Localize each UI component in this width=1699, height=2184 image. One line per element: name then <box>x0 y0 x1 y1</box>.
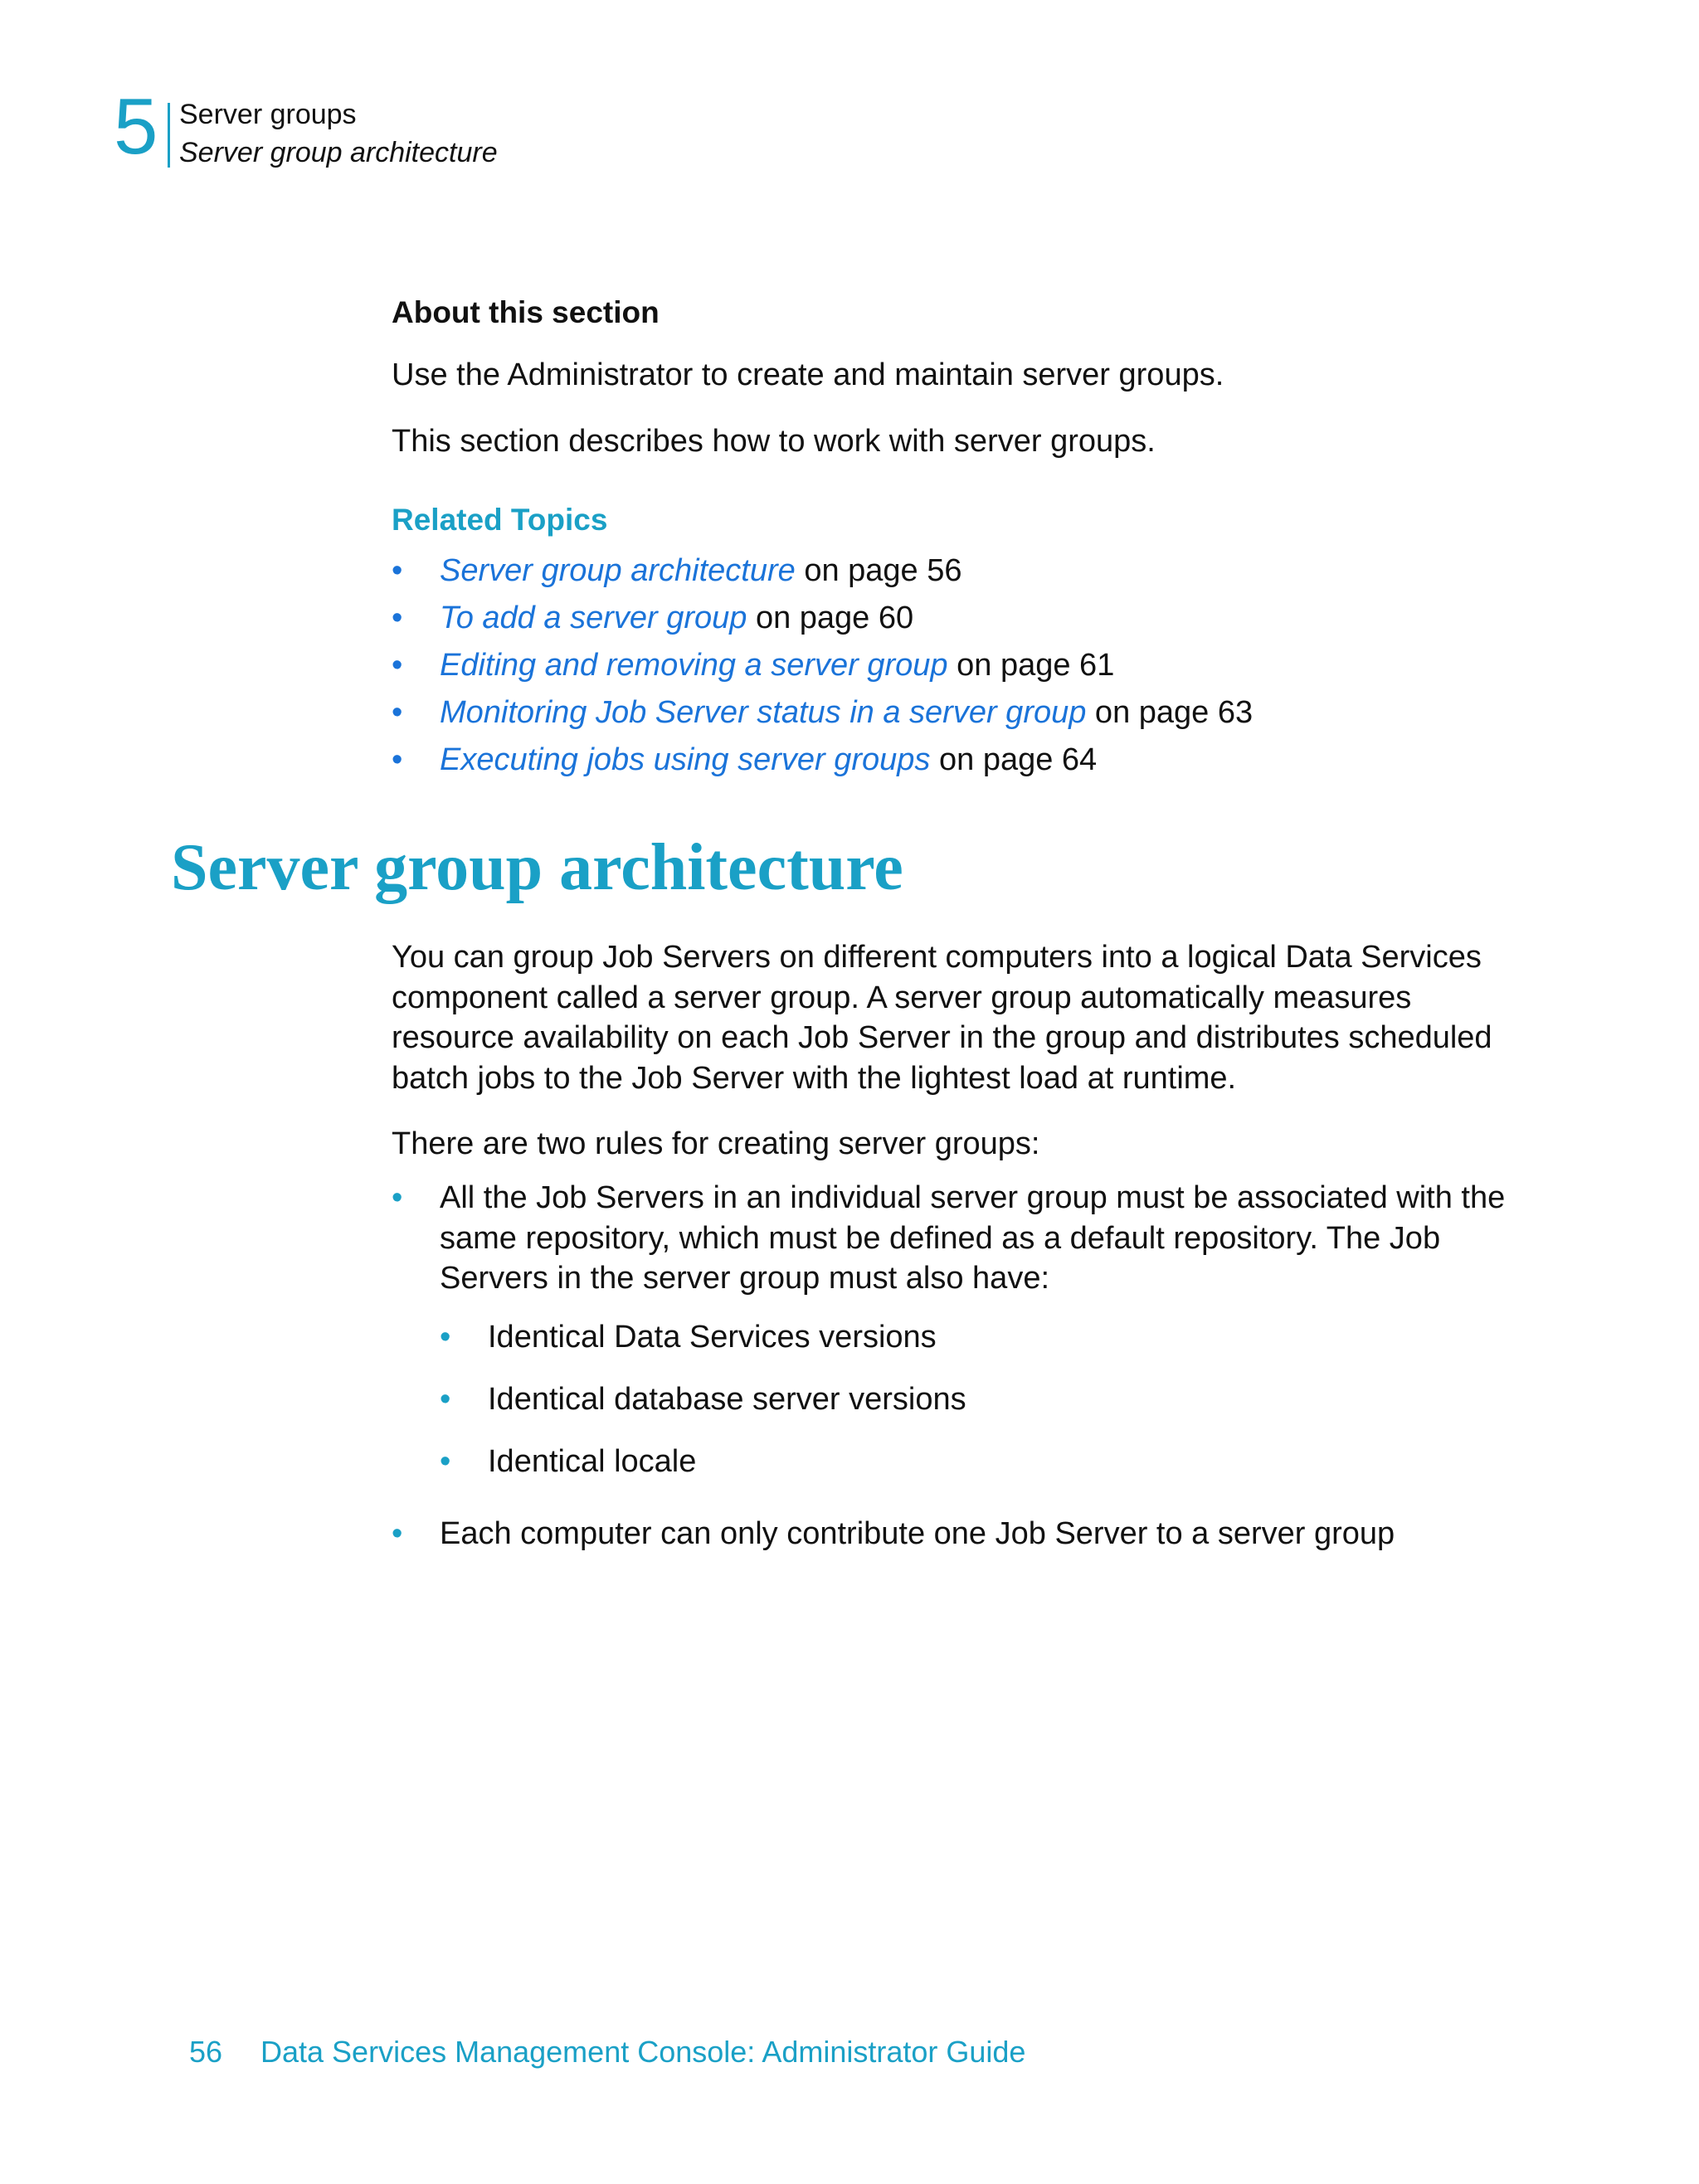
rules-intro: There are two rules for creating server groups: <box>392 1126 1040 1161</box>
rule-item-1 <box>392 1178 1518 1299</box>
related-topic-link[interactable]: Editing and removing a server group <box>440 648 948 683</box>
chapter-number: 5 <box>114 82 158 171</box>
sub-item-text: Identical Data Services versions <box>488 1320 937 1355</box>
footer-book-title: Data Services Management Console: Administrator Guide <box>260 2035 1026 2069</box>
related-topic-item <box>392 737 1253 784</box>
bullet-icon: • <box>440 1320 451 1355</box>
sub-item <box>440 1442 697 1482</box>
about-title: About this section <box>392 295 660 329</box>
rule-item-2 <box>392 1514 1518 1554</box>
related-topic-page-ref: on page 63 <box>1086 695 1254 730</box>
sub-item <box>440 1379 966 1420</box>
rule-text: All the Job Servers in an individual server group must be associated with the same repository, which must be defined as a default repository. The Job Servers in the server group must also have: <box>440 1180 1506 1296</box>
bullet-icon: • <box>440 1382 451 1417</box>
related-topic-item <box>392 595 1253 642</box>
bullet-icon: • <box>392 553 403 588</box>
about-line-1: Use the Administrator to create and maintain server groups. <box>392 358 1224 392</box>
bullet-icon: • <box>392 742 403 777</box>
related-topic-page-ref: on page 56 <box>795 553 962 588</box>
related-topics-title: Related Topics <box>392 503 608 537</box>
bullet-icon: • <box>392 695 403 730</box>
related-topic-link[interactable]: Executing jobs using server groups <box>440 742 931 777</box>
related-topic-link[interactable]: Monitoring Job Server status in a server group <box>440 695 1087 730</box>
related-topic-item <box>392 642 1253 689</box>
header-chapter-title: Server groups <box>179 99 357 130</box>
bullet-icon: • <box>392 648 403 683</box>
header-divider <box>168 103 170 168</box>
sub-item-text: Identical locale <box>488 1444 697 1479</box>
footer-page-number: 56 <box>189 2035 223 2069</box>
bullet-icon: • <box>392 1516 403 1551</box>
related-topic-link[interactable]: To add a server group <box>440 601 747 635</box>
header-section-title: Server group architecture <box>179 137 498 168</box>
about-line-2: This section describes how to work with server groups. <box>392 424 1156 459</box>
related-topic-page-ref: on page 61 <box>947 648 1115 683</box>
sub-item <box>440 1317 937 1358</box>
rule-text: Each computer can only contribute one Job Server to a server group <box>440 1516 1395 1551</box>
bullet-icon: • <box>392 1180 403 1215</box>
related-topic-item <box>392 547 1253 595</box>
related-topic-item <box>392 689 1253 737</box>
sub-item-text: Identical database server versions <box>488 1382 966 1417</box>
section-paragraph: You can group Job Servers on different computers into a logical Data Services component called a server group. A server group automatically measures resource availability on each Job Server in the group and distributes scheduled batch jobs to the Job Server with the lightest load at runtime. <box>392 940 1492 1096</box>
related-topics-list <box>392 547 1253 784</box>
bullet-icon: • <box>440 1444 451 1479</box>
related-topic-link[interactable]: Server group architecture <box>440 553 796 588</box>
bullet-icon: • <box>392 601 403 635</box>
related-topic-page-ref: on page 64 <box>930 742 1098 777</box>
section-heading: Server group architecture <box>171 831 903 904</box>
related-topic-page-ref: on page 60 <box>747 601 914 635</box>
